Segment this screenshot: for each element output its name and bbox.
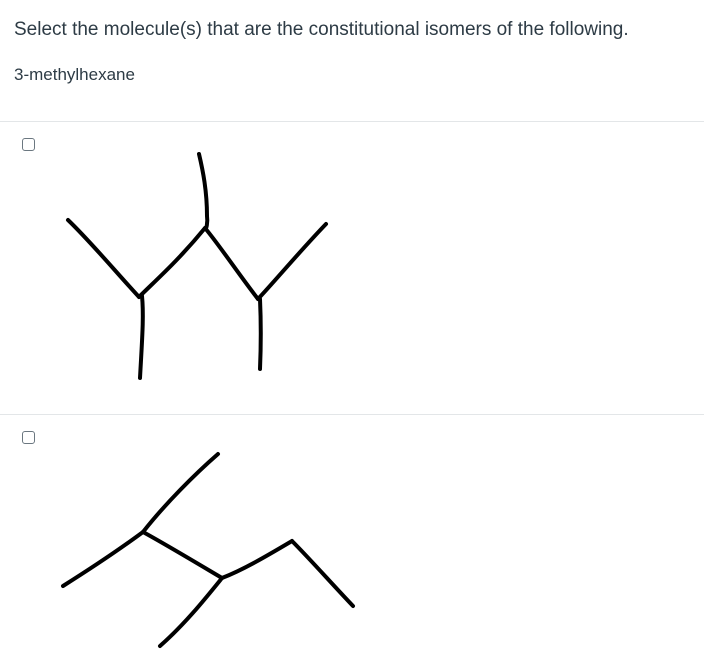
bond (143, 532, 222, 578)
bond (139, 228, 205, 297)
bond (258, 224, 326, 299)
bond (199, 154, 207, 228)
bond (68, 220, 139, 297)
bond (205, 228, 258, 299)
bond (140, 296, 143, 378)
bond (260, 299, 261, 369)
bond (222, 541, 292, 578)
question-prompt: Select the molecule(s) that are the constitutional isomers of the following. (14, 19, 629, 40)
option-2-structure (0, 414, 704, 671)
option-1-structure (0, 121, 704, 421)
bond (160, 578, 222, 646)
bond (63, 532, 143, 586)
bond (143, 454, 218, 532)
compound-name: 3-methylhexane (14, 65, 135, 84)
bond (292, 541, 353, 606)
